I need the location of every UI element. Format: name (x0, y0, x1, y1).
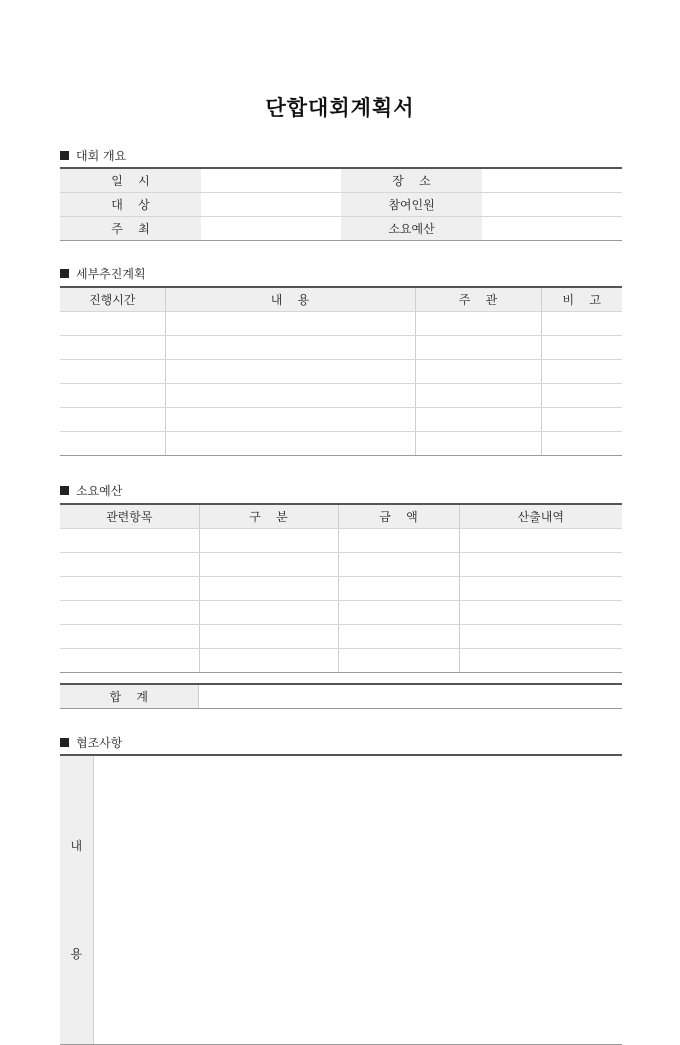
table-row (60, 335, 622, 359)
table-cell[interactable] (415, 311, 541, 335)
table-cell[interactable] (415, 359, 541, 383)
table-cell[interactable] (415, 431, 541, 455)
table-cell[interactable] (60, 383, 165, 407)
column-header: 금 액 (338, 504, 459, 528)
table-cell[interactable] (60, 359, 165, 383)
table-row (60, 600, 622, 624)
table-row (60, 168, 622, 192)
table-header-row (60, 504, 622, 528)
table-cell[interactable] (60, 528, 199, 552)
column-header: 관련항목 (60, 504, 199, 528)
field-target[interactable] (201, 192, 341, 216)
cooperation-content-field[interactable] (93, 755, 622, 1045)
cooperation-table (60, 754, 622, 1045)
table-cell[interactable] (199, 576, 338, 600)
table-cell[interactable] (338, 624, 459, 648)
table-cell[interactable] (60, 648, 199, 672)
table-cell[interactable] (165, 407, 415, 431)
table-cell[interactable] (60, 576, 199, 600)
total-value-field[interactable] (198, 684, 622, 708)
table-cell[interactable] (199, 600, 338, 624)
table-cell[interactable] (459, 624, 622, 648)
table-row (60, 407, 622, 431)
column-header: 주 관 (415, 287, 541, 311)
square-bullet-icon (60, 269, 69, 278)
square-bullet-icon (60, 486, 69, 495)
total-label: 합 계 (60, 684, 198, 708)
table-row (60, 648, 622, 672)
label-target: 대 상 (60, 192, 201, 216)
column-header: 진행시간 (60, 287, 165, 311)
overview-table (60, 167, 622, 241)
section-heading-plan (60, 265, 146, 282)
table-row (60, 431, 622, 455)
table-row (60, 624, 622, 648)
table-cell[interactable] (60, 335, 165, 359)
content-label-char-1: 내 (70, 839, 83, 853)
budget-table (60, 503, 622, 673)
section-heading-budget (60, 482, 122, 499)
column-header: 비 고 (541, 287, 622, 311)
overview-heading-text: 대회 개요 (76, 149, 127, 163)
plan-heading-text: 세부추진계획 (76, 267, 146, 281)
table-cell[interactable] (199, 624, 338, 648)
table-cell[interactable] (415, 335, 541, 359)
table-cell[interactable] (541, 359, 622, 383)
table-cell[interactable] (338, 648, 459, 672)
content-label (60, 755, 93, 1045)
section-heading-overview (60, 147, 126, 164)
table-row (60, 359, 622, 383)
table-cell[interactable] (199, 648, 338, 672)
square-bullet-icon (60, 151, 69, 160)
total-row (60, 684, 622, 708)
table-cell[interactable] (165, 431, 415, 455)
table-cell[interactable] (60, 431, 165, 455)
table-cell[interactable] (338, 552, 459, 576)
label-place: 장 소 (341, 168, 482, 192)
field-place[interactable] (482, 168, 622, 192)
column-header: 내 용 (165, 287, 415, 311)
label-participants: 참여인원 (341, 192, 482, 216)
table-cell[interactable] (541, 431, 622, 455)
table-cell[interactable] (165, 311, 415, 335)
table-cell[interactable] (541, 335, 622, 359)
table-cell[interactable] (60, 407, 165, 431)
table-row (60, 383, 622, 407)
content-label-char-2: 용 (70, 947, 83, 961)
table-cell[interactable] (541, 383, 622, 407)
table-cell[interactable] (165, 359, 415, 383)
table-row (60, 528, 622, 552)
table-cell[interactable] (338, 600, 459, 624)
field-date[interactable] (201, 168, 341, 192)
column-header: 산출내역 (459, 504, 622, 528)
field-host[interactable] (201, 216, 341, 240)
table-cell[interactable] (165, 383, 415, 407)
label-budget: 소요예산 (341, 216, 482, 240)
table-cell[interactable] (60, 600, 199, 624)
section-heading-cooperation (60, 734, 122, 751)
table-cell[interactable] (459, 552, 622, 576)
table-cell[interactable] (415, 383, 541, 407)
budget-heading-text: 소요예산 (76, 484, 123, 498)
table-cell[interactable] (541, 407, 622, 431)
table-row (60, 216, 622, 240)
table-row (60, 311, 622, 335)
cooperation-heading-text: 협조사항 (76, 736, 123, 750)
table-cell[interactable] (199, 528, 338, 552)
budget-total-table (60, 683, 622, 709)
label-host: 주 최 (60, 216, 201, 240)
table-cell[interactable] (60, 624, 199, 648)
label-date: 일 시 (60, 168, 201, 192)
table-cell[interactable] (60, 552, 199, 576)
table-cell[interactable] (459, 528, 622, 552)
table-header-row (60, 287, 622, 311)
table-row (60, 192, 622, 216)
plan-table (60, 286, 622, 456)
table-cell[interactable] (415, 407, 541, 431)
table-cell[interactable] (338, 528, 459, 552)
column-header: 구 분 (199, 504, 338, 528)
table-cell[interactable] (459, 576, 622, 600)
table-cell[interactable] (165, 335, 415, 359)
table-row (60, 576, 622, 600)
document-title: 단합대회계획서 (265, 96, 415, 120)
table-cell[interactable] (338, 576, 459, 600)
table-cell[interactable] (459, 648, 622, 672)
table-cell[interactable] (459, 600, 622, 624)
table-cell[interactable] (541, 311, 622, 335)
table-cell[interactable] (60, 311, 165, 335)
square-bullet-icon (60, 738, 69, 747)
field-budget[interactable] (482, 216, 622, 240)
table-row (60, 552, 622, 576)
table-cell[interactable] (199, 552, 338, 576)
field-participants[interactable] (482, 192, 622, 216)
cooperation-row (60, 755, 622, 1045)
